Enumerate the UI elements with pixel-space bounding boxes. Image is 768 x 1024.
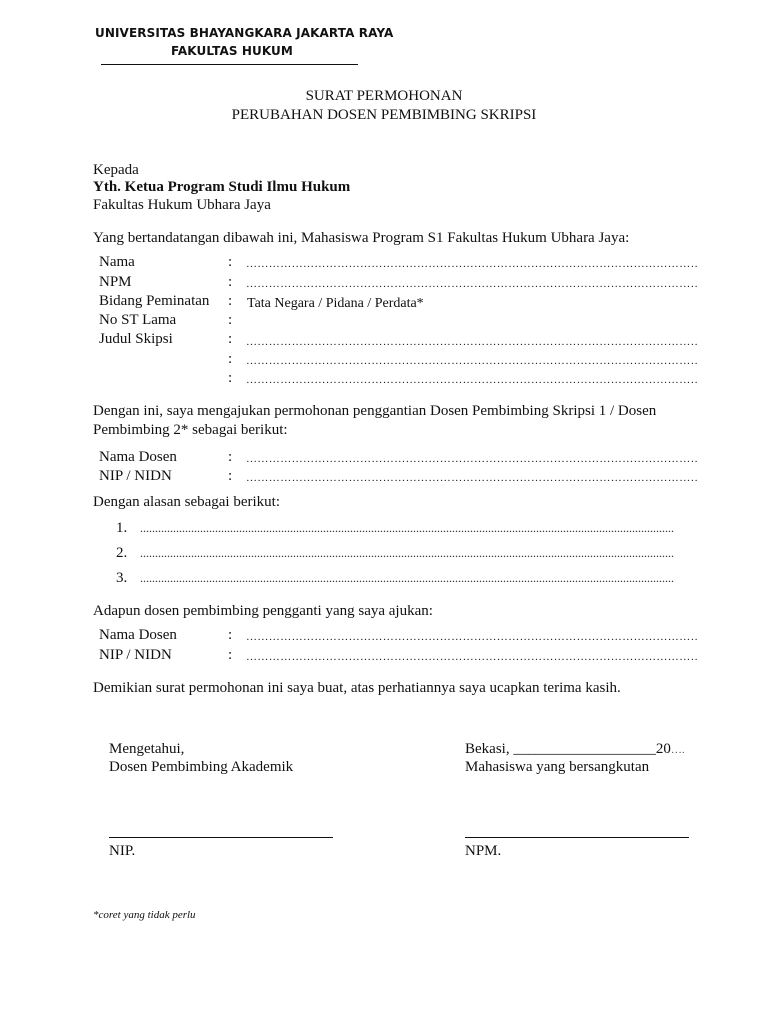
proposed-dosen-nip-fill-line[interactable] — [246, 651, 698, 663]
field-colon: : — [228, 274, 233, 290]
field-label-npm: NPM — [99, 274, 132, 290]
field-colon: : — [228, 627, 233, 643]
field-label-bidang-peminatan: Bidang Peminatan — [99, 293, 210, 309]
reason-number: 1. — [116, 520, 128, 536]
letter-subtitle: PERUBAHAN DOSEN PEMBIMBING SKRIPSI — [231, 107, 537, 123]
closing-text: Demikian surat permohonan ini saya buat, atas perhatiannya saya ucapkan terima kasih. — [93, 680, 621, 696]
request-text-line-1: Dengan ini, saya mengajukan permohonan penggantian Dosen Pembimbing Skripsi 1 / Dosen — [93, 403, 657, 419]
field-colon: : — [228, 647, 233, 663]
sign-left-title: Mengetahui, — [109, 741, 185, 757]
proposed-dosen-name-fill-line[interactable] — [246, 631, 698, 643]
recipient-yth: Yth. Ketua Program Studi Ilmu Hukum — [93, 179, 351, 195]
field-label-nip-nidn: NIP / NIDN — [99, 647, 172, 663]
faculty-name: FAKULTAS HUKUM — [171, 44, 293, 58]
sign-right-line[interactable] — [465, 837, 689, 838]
letter-title: SURAT PERMOHONAN — [305, 88, 463, 104]
field-colon: : — [228, 468, 233, 484]
judul-fill-line-1[interactable] — [246, 336, 698, 348]
field-colon: : — [228, 293, 233, 309]
sign-place-date-text: Bekasi, ___________________20 — [465, 741, 671, 757]
reason-fill-line-1[interactable] — [140, 521, 674, 536]
field-label-nama-dosen: Nama Dosen — [99, 627, 177, 643]
field-label-no-st-lama: No ST Lama — [99, 312, 177, 328]
header-divider — [101, 64, 358, 65]
reason-heading: Dengan alasan sebagai berikut: — [93, 494, 281, 510]
reason-number: 2. — [116, 545, 128, 561]
sign-right-role: Mahasiswa yang bersangkutan — [465, 759, 650, 775]
proposed-heading: Adapun dosen pembimbing pengganti yang saya ajukan: — [93, 603, 433, 619]
npm-fill-line[interactable] — [246, 278, 698, 290]
reason-number: 3. — [116, 570, 128, 586]
intro-text: Yang bertandatangan dibawah ini, Mahasiswa Program S1 Fakultas Hukum Ubhara Jaya: — [93, 230, 630, 246]
judul-fill-line-3[interactable] — [246, 374, 698, 386]
current-dosen-nip-fill-line[interactable] — [246, 472, 698, 484]
sign-right-npm: NPM. — [465, 843, 502, 859]
request-text-line-2: Pembimbing 2* sebagai berikut: — [93, 422, 288, 438]
reason-fill-line-2[interactable] — [140, 546, 674, 561]
sign-left-role: Dosen Pembimbing Akademik — [109, 759, 294, 775]
nama-fill-line[interactable] — [246, 258, 698, 270]
sign-left-nip: NIP. — [109, 843, 136, 859]
field-label-nip-nidn: NIP / NIDN — [99, 468, 172, 484]
bidang-peminatan-options[interactable]: Tata Negara / Pidana / Perdata* — [247, 296, 424, 311]
judul-fill-line-2[interactable] — [246, 355, 698, 367]
recipient-address: Fakultas Hukum Ubhara Jaya — [93, 197, 271, 213]
footnote: *coret yang tidak perlu — [93, 909, 196, 921]
recipient-kepada: Kepada — [93, 162, 139, 178]
field-label-nama-dosen: Nama Dosen — [99, 449, 177, 465]
field-colon: : — [228, 331, 233, 347]
reason-fill-line-3[interactable] — [140, 571, 674, 586]
university-name: UNIVERSITAS BHAYANGKARA JAKARTA RAYA — [95, 26, 394, 40]
field-colon: : — [228, 312, 233, 328]
field-label-judul-skripsi: Judul Skipsi — [99, 331, 173, 347]
sign-place-date — [465, 741, 685, 758]
field-colon: : — [228, 254, 233, 270]
field-colon: : — [228, 449, 233, 465]
sign-date-dots: …. — [670, 744, 685, 756]
field-colon: : — [228, 370, 233, 386]
current-dosen-name-fill-line[interactable] — [246, 453, 698, 465]
sign-left-line[interactable] — [109, 837, 333, 838]
field-colon: : — [228, 351, 233, 367]
field-label-nama: Nama — [99, 254, 135, 270]
